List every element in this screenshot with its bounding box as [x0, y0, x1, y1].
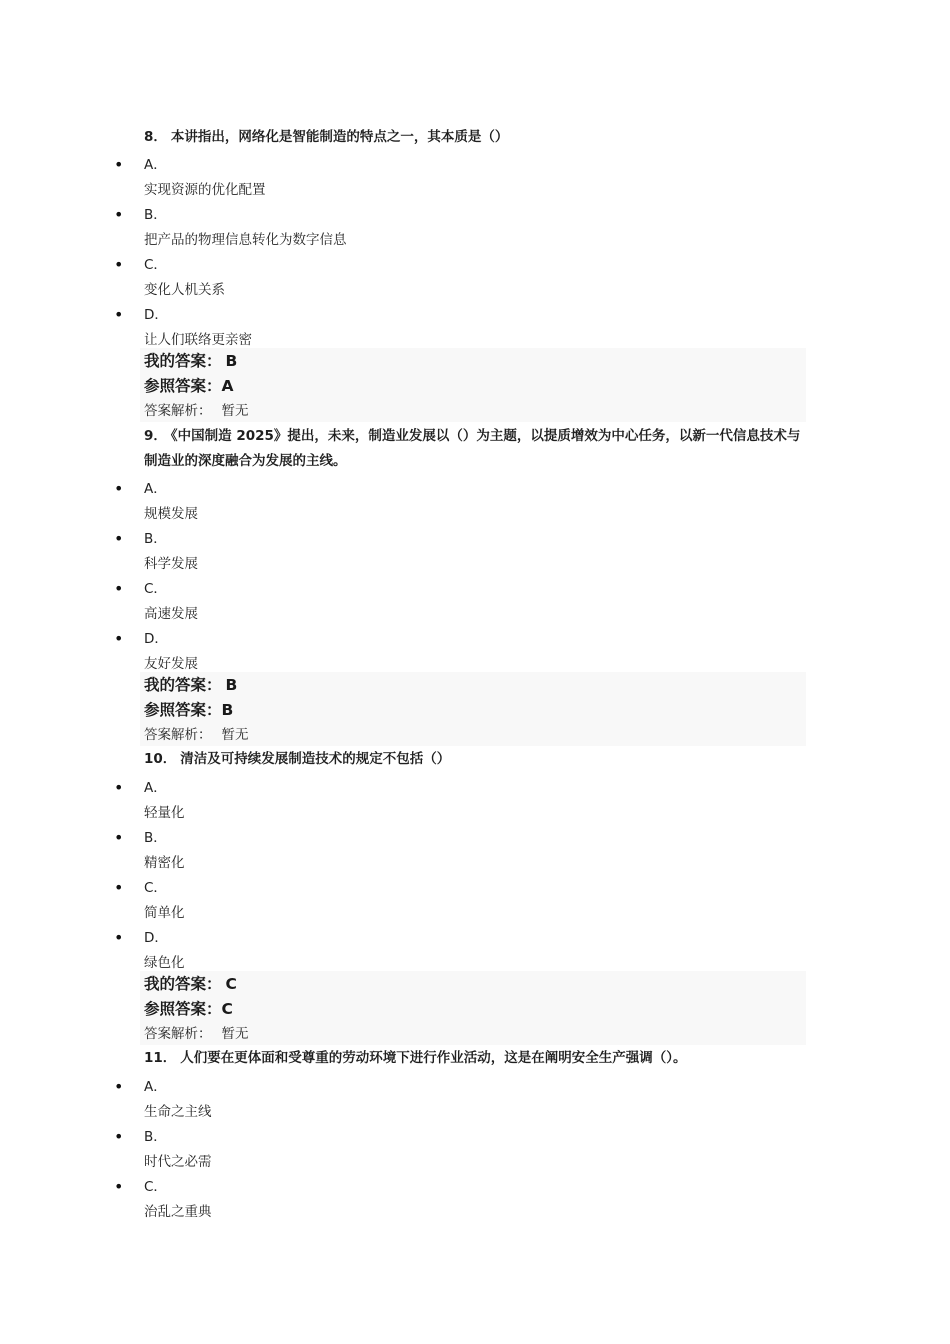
option-letter-a: A．	[144, 481, 167, 497]
question-title	[144, 125, 806, 150]
answer-analysis	[144, 725, 249, 745]
my-answer-value: B	[225, 676, 238, 694]
option-letter-b: B．	[144, 1129, 167, 1145]
option-letter-c: C．	[144, 257, 167, 273]
my-answer-value: C	[225, 975, 237, 993]
option-text-c: 治乱之重典	[144, 1204, 212, 1220]
my-answer-label: 我的答案：	[144, 975, 222, 993]
option-letter-c: C．	[144, 581, 167, 597]
bullet-icon	[114, 928, 122, 948]
option-text-d: 绿色化	[144, 955, 185, 971]
bullet-icon	[114, 305, 122, 325]
question-text: 清洁及可持续发展制造技术的规定不包括（）	[180, 751, 451, 767]
my-answer	[144, 973, 237, 995]
option-letter-a: A．	[144, 780, 167, 796]
option-letter-d: D．	[144, 930, 168, 946]
option-letter-c: C．	[144, 1179, 167, 1195]
question-text: 《中国制造 2025》提出，未来，制造业发展以（）为主题，以提质增效为中心任务，以新一代信息技术与制造业的深度融合为发展的主线。	[144, 428, 801, 469]
option-text-c: 高速发展	[144, 606, 198, 622]
question-title	[144, 424, 806, 474]
option-text-a: 生命之主线	[144, 1104, 212, 1120]
option-letter-b: B．	[144, 830, 167, 846]
reference-answer-label: 参照答案：	[144, 1000, 222, 1018]
bullet-icon	[114, 1127, 122, 1147]
option-text-b: 把产品的物理信息转化为数字信息	[144, 232, 347, 248]
question-number: 9．	[144, 428, 167, 444]
analysis-value: 暂无	[221, 1026, 249, 1042]
analysis-label: 答案解析：	[144, 403, 212, 419]
question-number: 11．	[144, 1050, 177, 1066]
option-letter-b: B．	[144, 207, 167, 223]
bullet-icon	[114, 828, 122, 848]
option-letter-d: D．	[144, 307, 168, 323]
bullet-icon	[114, 778, 122, 798]
analysis-value: 暂无	[221, 727, 249, 743]
reference-answer-value: C	[221, 1000, 233, 1018]
bullet-icon	[114, 629, 122, 649]
bullet-icon	[114, 579, 122, 599]
bullet-icon	[114, 155, 122, 175]
bullet-icon	[114, 255, 122, 275]
my-answer	[144, 350, 237, 372]
option-text-c: 简单化	[144, 905, 185, 921]
analysis-label: 答案解析：	[144, 1026, 212, 1042]
my-answer	[144, 674, 237, 696]
option-letter-b: B．	[144, 531, 167, 547]
option-text-d: 友好发展	[144, 656, 198, 672]
option-text-b: 时代之必需	[144, 1154, 212, 1170]
my-answer-label: 我的答案：	[144, 352, 222, 370]
bullet-icon	[114, 1177, 122, 1197]
answer-analysis	[144, 401, 249, 421]
analysis-value: 暂无	[221, 403, 249, 419]
option-letter-a: A．	[144, 157, 167, 173]
option-letter-d: D．	[144, 631, 168, 647]
bullet-icon	[114, 878, 122, 898]
option-text-a: 实现资源的优化配置	[144, 182, 266, 198]
bullet-icon	[114, 479, 122, 499]
option-text-b: 科学发展	[144, 556, 198, 572]
option-text-b: 精密化	[144, 855, 185, 871]
bullet-icon	[114, 529, 122, 549]
question-number: 8．	[144, 129, 167, 145]
reference-answer	[144, 375, 234, 397]
option-text-a: 规模发展	[144, 506, 198, 522]
question-text: 人们要在更体面和受尊重的劳动环境下进行作业活动，这是在阐明安全生产强调（）。	[180, 1050, 687, 1066]
bullet-icon	[114, 205, 122, 225]
reference-answer-value: A	[221, 377, 234, 395]
reference-answer	[144, 699, 233, 721]
option-letter-c: C．	[144, 880, 167, 896]
question-title	[144, 747, 806, 772]
option-text-d: 让人们联络更亲密	[144, 332, 252, 348]
my-answer-value: B	[225, 352, 238, 370]
option-text-a: 轻量化	[144, 805, 185, 821]
analysis-label: 答案解析：	[144, 727, 212, 743]
question-text: 本讲指出，网络化是智能制造的特点之一，其本质是（）	[170, 129, 509, 145]
question-number: 10．	[144, 751, 177, 767]
option-text-c: 变化人机关系	[144, 282, 225, 298]
answer-analysis	[144, 1024, 249, 1044]
reference-answer	[144, 998, 233, 1020]
reference-answer-value: B	[221, 701, 234, 719]
reference-answer-label: 参照答案：	[144, 701, 222, 719]
bullet-icon	[114, 1077, 122, 1097]
question-title	[144, 1046, 806, 1071]
reference-answer-label: 参照答案：	[144, 377, 222, 395]
option-letter-a: A．	[144, 1079, 167, 1095]
my-answer-label: 我的答案：	[144, 676, 222, 694]
